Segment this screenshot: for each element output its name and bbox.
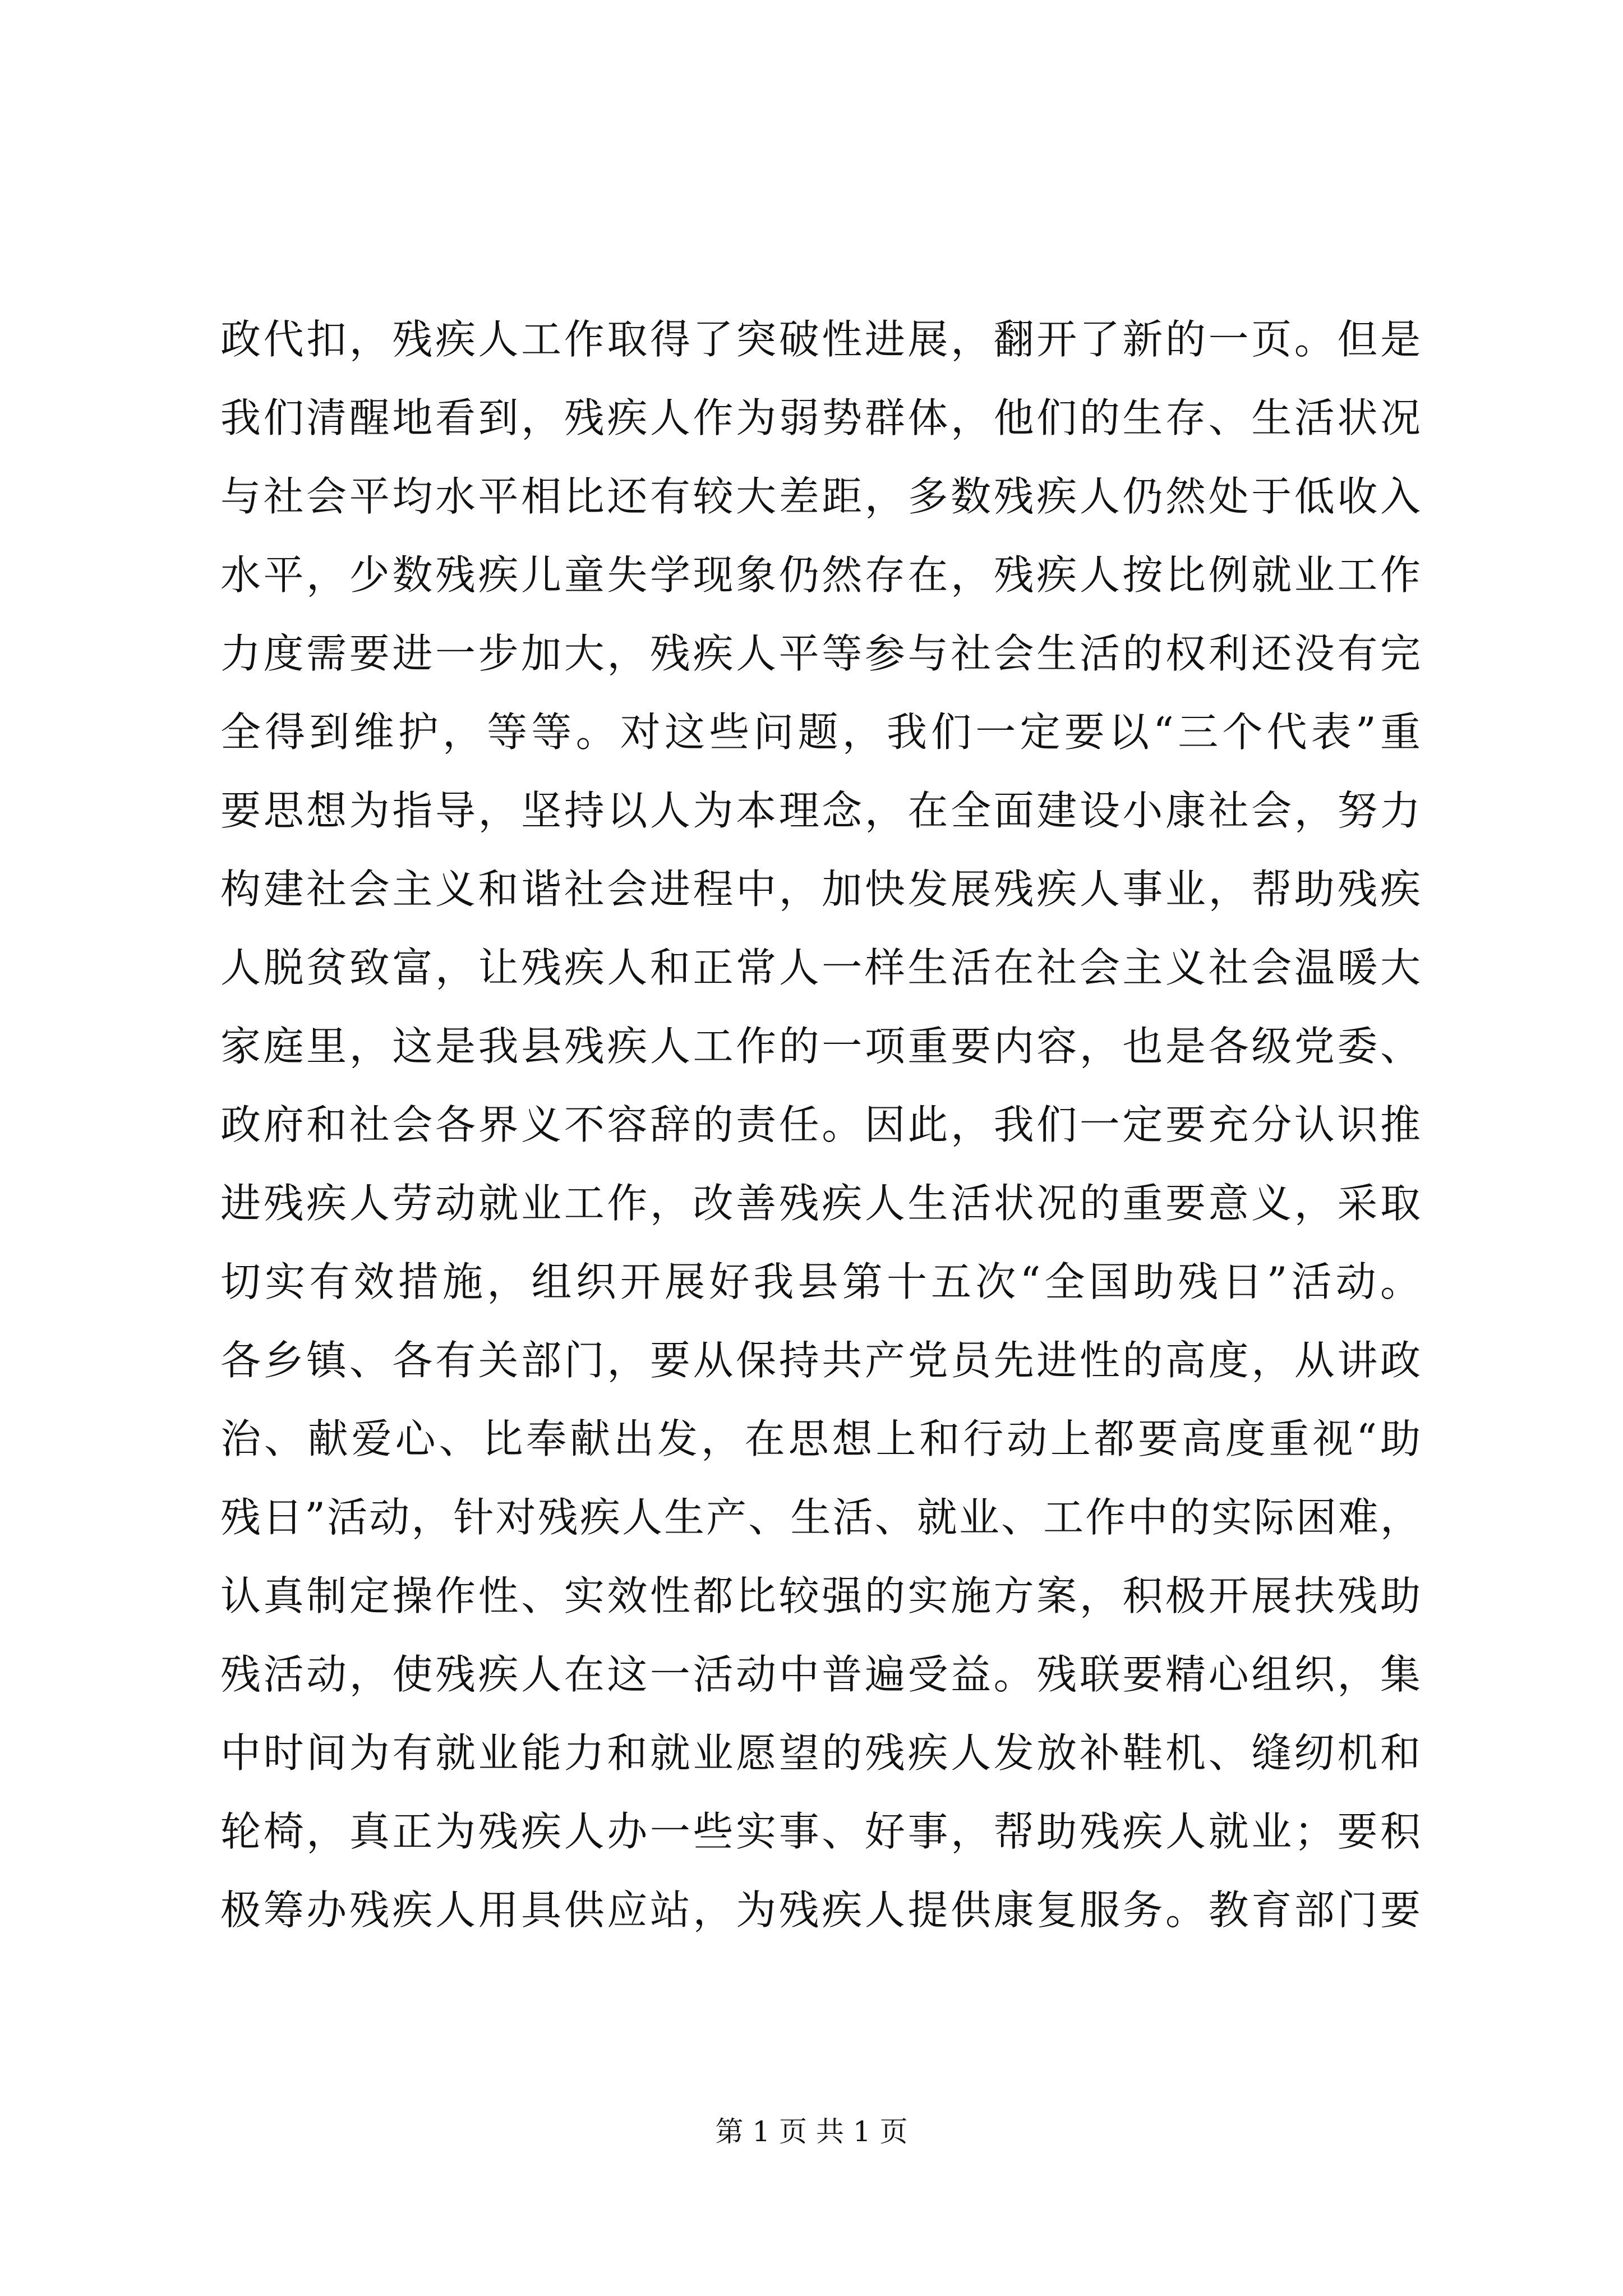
text-line: 家庭里，这是我县残疾人工作的一项重要内容，也是各级党委、 [220,1023,1421,1070]
text-line: 政代扣，残疾人工作取得了突破性进展，翻开了新的一页。但是 [220,316,1421,363]
text-line: 政府和社会各界义不容辞的责任。因此，我们一定要充分认识推 [220,1101,1421,1148]
text-line: 治、献爱心、比奉献出发，在思想上和行动上都要高度重视“助 [220,1415,1421,1462]
text-line: 人脱贫致富，让残疾人和正常人一样生活在社会主义社会温暖大 [220,944,1421,991]
text-line: 残活动，使残疾人在这一活动中普遍受益。残联要精心组织，集 [220,1651,1421,1698]
text-line: 与社会平均水平相比还有较大差距，多数残疾人仍然处于低收入 [220,473,1421,520]
text-line: 轮椅，真正为残疾人办一些实事、好事，帮助残疾人就业；要积 [220,1808,1421,1855]
text-line: 残日”活动，针对残疾人生产、生活、就业、工作中的实际困难， [220,1494,1421,1541]
body-text [220,300,1421,1949]
text-line: 中时间为有就业能力和就业愿望的残疾人发放补鞋机、缝纫机和 [220,1729,1421,1777]
page-footer [0,2109,1623,2154]
text-line: 极筹办残疾人用具供应站，为残疾人提供康复服务。教育部门要 [220,1887,1421,1934]
page-number-label: 第 1 页 共 1 页 [715,2115,908,2148]
text-line: 构建社会主义和谐社会进程中，加快发展残疾人事业，帮助残疾 [220,866,1421,913]
text-line: 我们清醒地看到，残疾人作为弱势群体，他们的生存、生活状况 [220,394,1421,441]
text-line: 水平，少数残疾儿童失学现象仍然存在，残疾人按比例就业工作 [220,551,1421,599]
text-line: 力度需要进一步加大，残疾人平等参与社会生活的权利还没有完 [220,630,1421,677]
text-line: 要思想为指导，坚持以人为本理念，在全面建设小康社会，努力 [220,787,1421,834]
text-line: 各乡镇、各有关部门，要从保持共产党员先进性的高度，从讲政 [220,1337,1421,1384]
text-line: 全得到维护，等等。对这些问题，我们一定要以“三个代表”重 [220,708,1421,756]
text-line: 认真制定操作性、实效性都比较强的实施方案，积极开展扶残助 [220,1572,1421,1619]
text-line: 进残疾人劳动就业工作，改善残疾人生活状况的重要意义，采取 [220,1180,1421,1227]
text-line: 切实有效措施，组织开展好我县第十五次“全国助残日”活动。 [220,1258,1421,1305]
